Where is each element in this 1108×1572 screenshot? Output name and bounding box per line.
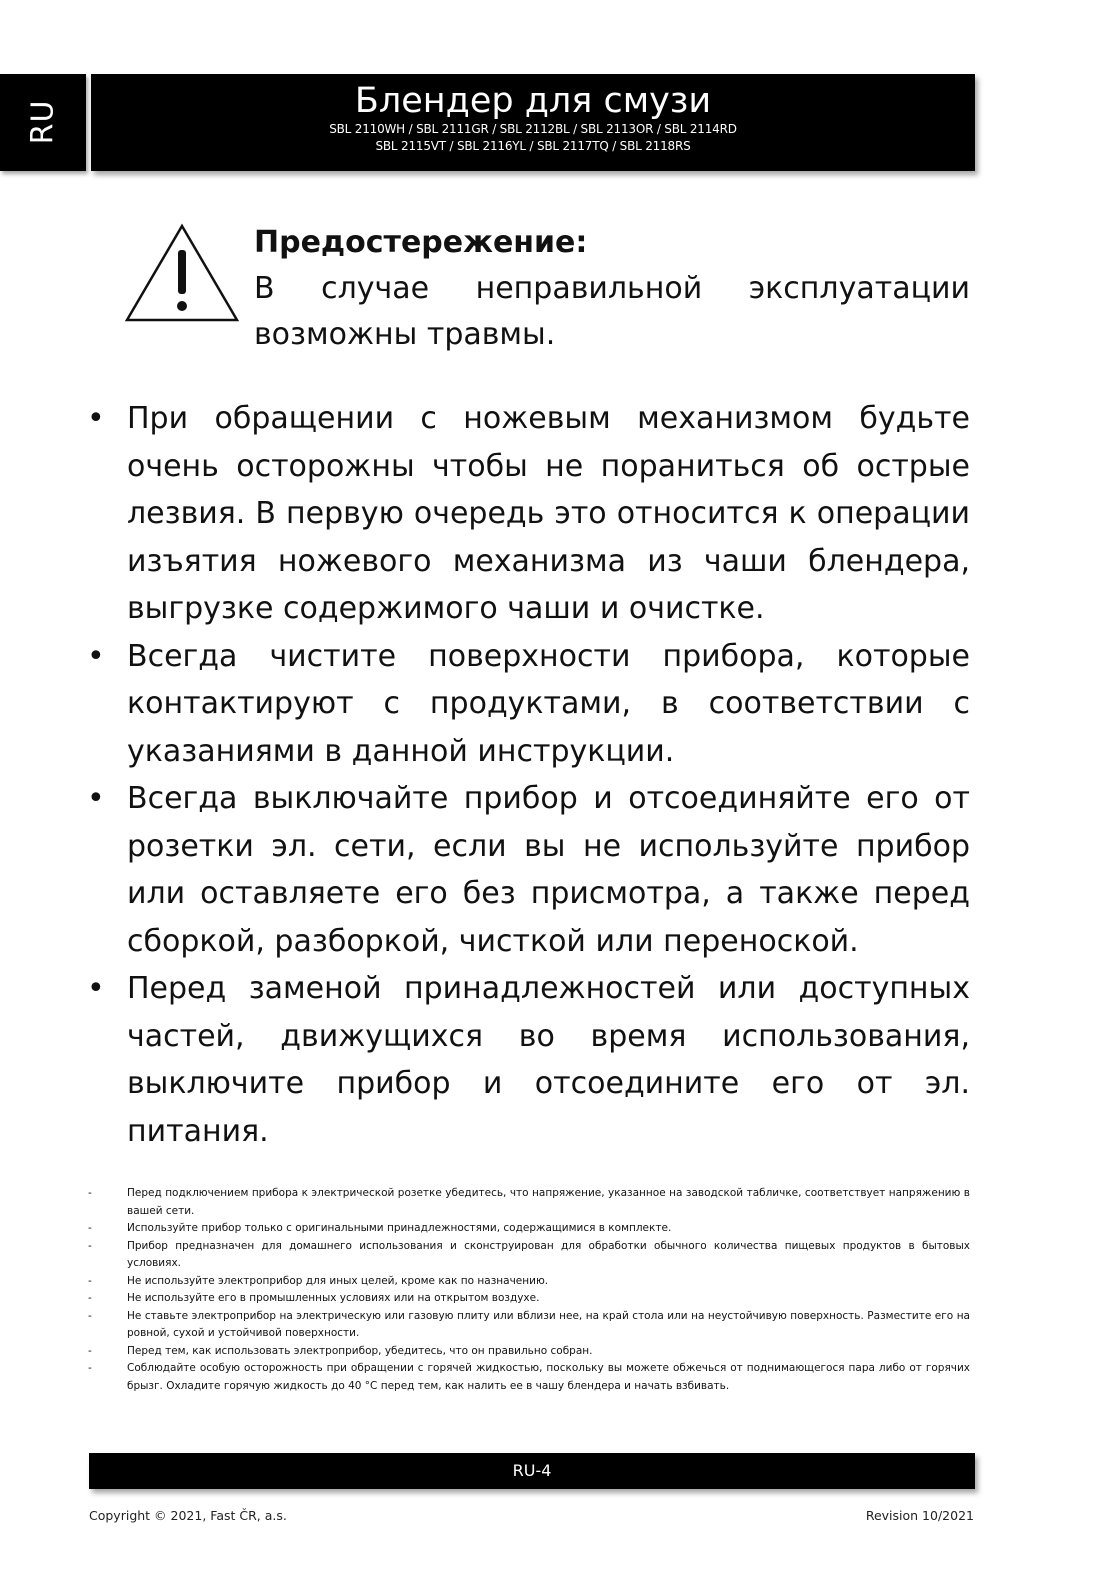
instruction-item: - Перед подключением прибора к электрической розетке убедитесь, что напряжение, указанное на заводской табличке, соответствует напряжению в вашей сети. [86, 1185, 970, 1220]
safety-item: • Всегда выключайте прибор и отсоединяйте его от розетки эл. сети, если вы не используйте прибор или оставляете его без присмотра, а также перед сборкой, разборкой, чисткой или переноской. [85, 775, 970, 965]
page-number: RU-4 [512, 1461, 552, 1480]
model-list-line-2: SBL 2115VT / SBL 2116YL / SBL 2117TQ / SBL 2118RS [375, 139, 691, 153]
instruction-item: - Не используйте его в промышленных условиях или на открытом воздухе. [86, 1290, 970, 1308]
warning-text: В случае неправильной эксплуатации возможны травмы. [254, 271, 970, 352]
additional-instructions-list [86, 1185, 970, 1395]
warning-triangle-icon [124, 222, 240, 324]
instruction-item: - Прибор предназначен для домашнего использования и сконструирован для обработки обычного количества пищевых продуктов в бытовых условиях. [86, 1238, 970, 1273]
safety-item: • Всегда чистите поверхности прибора, которые контактируют с продуктами, в соответствии с указаниями в данной инструкции. [85, 633, 970, 776]
instruction-item: - Не используйте электроприбор для иных целей, кроме как по назначению. [86, 1273, 970, 1291]
safety-item: • При обращении с ножевым механизмом будьте очень осторожны чтобы не пораниться об острые лезвия. В первую очередь это относится к операции изъятия ножевого механизма из чаши блендера, выгрузке содержимого чаши и очистке. [85, 395, 970, 633]
model-list-line-1: SBL 2110WH / SBL 2111GR / SBL 2112BL / SBL 2113OR / SBL 2114RD [329, 122, 737, 136]
instruction-item: - Используйте прибор только с оригинальными принадлежностями, содержащимися в комплекте. [86, 1220, 970, 1238]
safety-list [85, 395, 970, 1155]
language-tab [0, 74, 86, 171]
copyright-text: Copyright © 2021, Fast ČR, a.s. [89, 1508, 287, 1523]
instruction-item: - Перед тем, как использовать электроприбор, убедитесь, что он правильно собран. [86, 1343, 970, 1361]
warning-title: Предостережение: [254, 225, 588, 260]
instruction-item: - Не ставьте электроприбор на электрическую или газовую плиту или вблизи нее, на край стола или на неустойчивую поверхность. Разместите его на ровной, сухой и устойчивой поверхности. [86, 1308, 970, 1343]
page-title: Блендер для смузи [354, 81, 712, 121]
language-label: RU [25, 99, 61, 145]
instruction-item: - Соблюдайте особую осторожность при обращении с горячей жидкостью, поскольку вы можете обжечься от поднимающегося пара либо от горячих брызг. Охладите горячую жидкость до 40 °C перед тем, как налить ее в чашу блендера и начать взбивать. [86, 1360, 970, 1395]
safety-item: • Перед заменой принадлежностей или доступных частей, движущихся во время использования, выключите прибор и отсоедините его от эл. питания. [85, 965, 970, 1155]
header-bar [91, 74, 975, 171]
revision-text: Revision 10/2021 [865, 1508, 974, 1523]
footer-bar [89, 1453, 975, 1489]
warning-block [254, 220, 970, 358]
